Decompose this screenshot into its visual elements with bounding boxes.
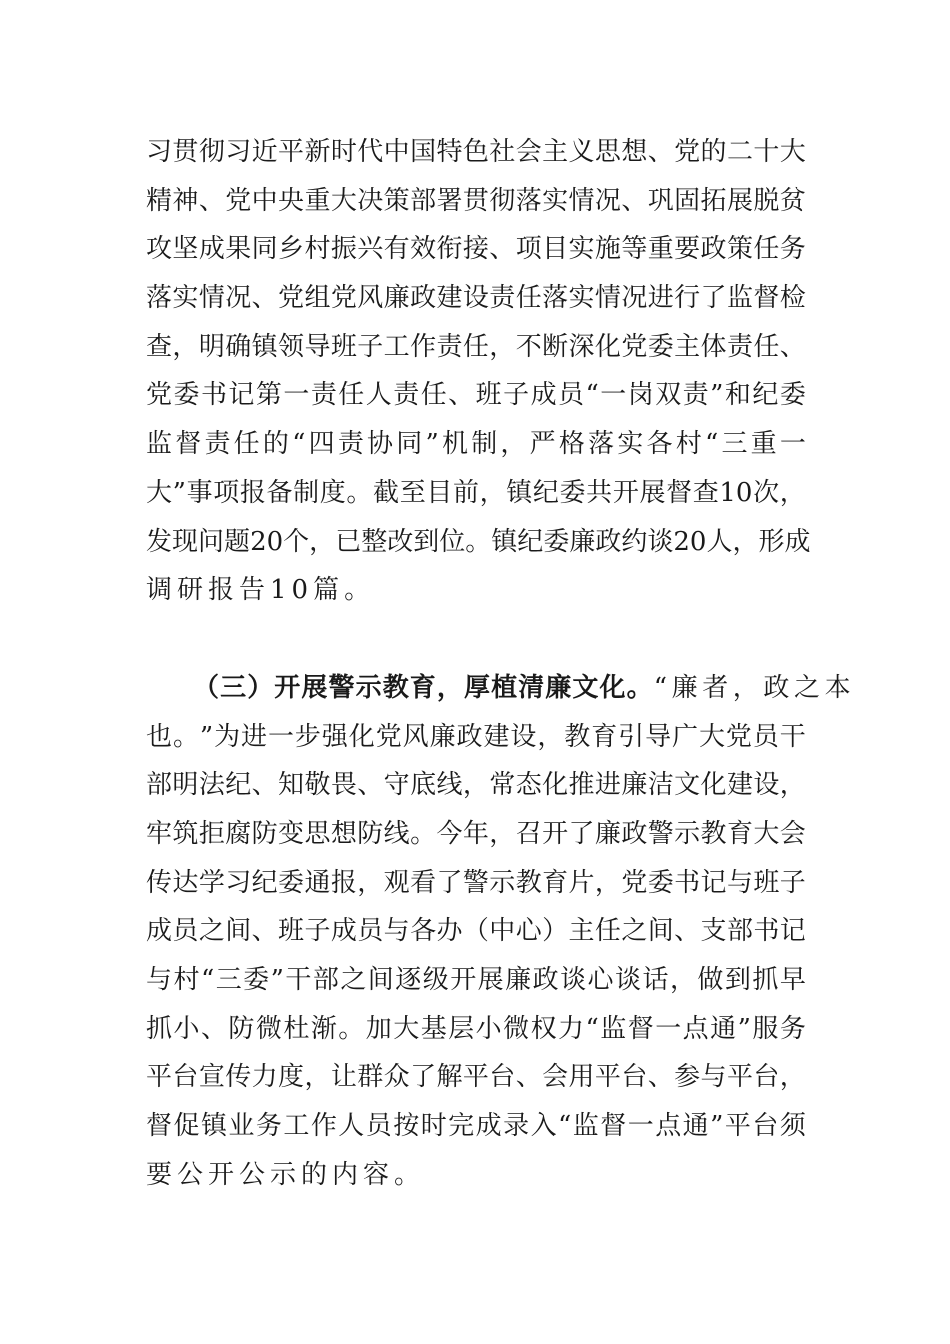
text-line: 调研报告10篇。 <box>146 575 376 606</box>
text-line: 成 员 之 间 、 班 子 成 员 与 各 办 （ 中 心 ） 主 任 之 间 、 支 部 书 记 <box>146 916 806 947</box>
paragraph-2-first-line <box>146 664 856 713</box>
text-line: 与 村 “ 三 委 ” 干 部 之 间 逐 级 开 展 廉 政 谈 心 谈 话 ， 做 到 抓 早 <box>146 965 806 995</box>
text-line: 抓 小 、 防 微 杜 渐 。 加 大 基 层 小 微 权 力 “ 监 督 一 点 通 ” 服 务 <box>146 1013 806 1044</box>
section-heading: （三）开展警示教育，厚植清廉文化。 <box>193 672 654 703</box>
paragraph-gap <box>146 615 806 664</box>
text-line: 督 促 镇 业 务 工 作 人 员 按 时 完 成 录 入 “ 监 督 一 点 通 ” 平 台 须 <box>146 1111 806 1142</box>
text-line: 大 ” 事 项 报 备 制 度 。 截 至 目 前 ， 镇 纪 委 共 开 展 督 查 10 次 ， <box>146 477 806 508</box>
document-body <box>146 128 856 1199</box>
text-line: 习 贯 彻 习 近 平 新 时 代 中 国 特 色 社 会 主 义 思 想 、 党 的 二 十 大 <box>146 137 806 167</box>
text-line: 党 委 书 记 第 一 责 任 人 责 任 、 班 子 成 员 “ 一 岗 双 责 ” 和 纪 委 <box>146 380 806 411</box>
text-line: 攻 坚 成 果 同 乡 村 振 兴 有 效 衔 接 、 项 目 实 施 等 重 要 政 策 任 务 <box>146 234 806 265</box>
text-line: 精 神 、 党 中 央 重 大 决 策 部 署 贯 彻 落 实 情 况 、 巩 固 拓 展 脱 贫 <box>146 185 806 216</box>
text-line: 传 达 学 习 纪 委 通 报 ， 观 看 了 警 示 教 育 片 ， 党 委 书 记 与 班 子 <box>146 867 806 898</box>
text-line: 要公开公示的内容。 <box>146 1159 426 1190</box>
text-line: 部 明 法 纪 、 知 敬 畏 、 守 底 线 ， 常 态 化 推 进 廉 洁 文 化 建 设 ， <box>146 770 806 801</box>
text-line: 牢 筑 拒 腐 防 变 思 想 防 线 。 今 年 ， 召 开 了 廉 政 警 示 教 育 大 会 <box>146 818 806 849</box>
paragraph-2 <box>146 664 856 1200</box>
quote-text: “廉者，政之本 <box>653 672 856 703</box>
text-line: 落 实 情 况 、 党 组 党 风 廉 政 建 设 责 任 落 实 情 况 进 行 了 监 督 检 <box>146 283 806 314</box>
paragraph-1 <box>146 128 811 615</box>
text-line: 监 督 责 任 的 “ 四 责 协 同 ” 机 制 ， 严 格 落 实 各 村 “ 三 重 一 <box>146 429 806 460</box>
text-line: 发 现 问 题 20 个 ， 已 整 改 到 位 。 镇 纪 委 廉 政 约 谈 20 人 ， 形 成 <box>146 526 811 557</box>
text-line: 查 ， 明 确 镇 领 导 班 子 工 作 责 任 ， 不 断 深 化 党 委 主 体 责 任 、 <box>146 331 806 362</box>
text-line: 平 台 宣 传 力 度 ， 让 群 众 了 解 平 台 、 会 用 平 台 、 参 与 平 台 ， <box>146 1062 806 1093</box>
text-line: 也 。 ” 为 进 一 步 强 化 党 风 廉 政 建 设 ， 教 育 引 导 广 大 党 员 干 <box>146 721 806 752</box>
